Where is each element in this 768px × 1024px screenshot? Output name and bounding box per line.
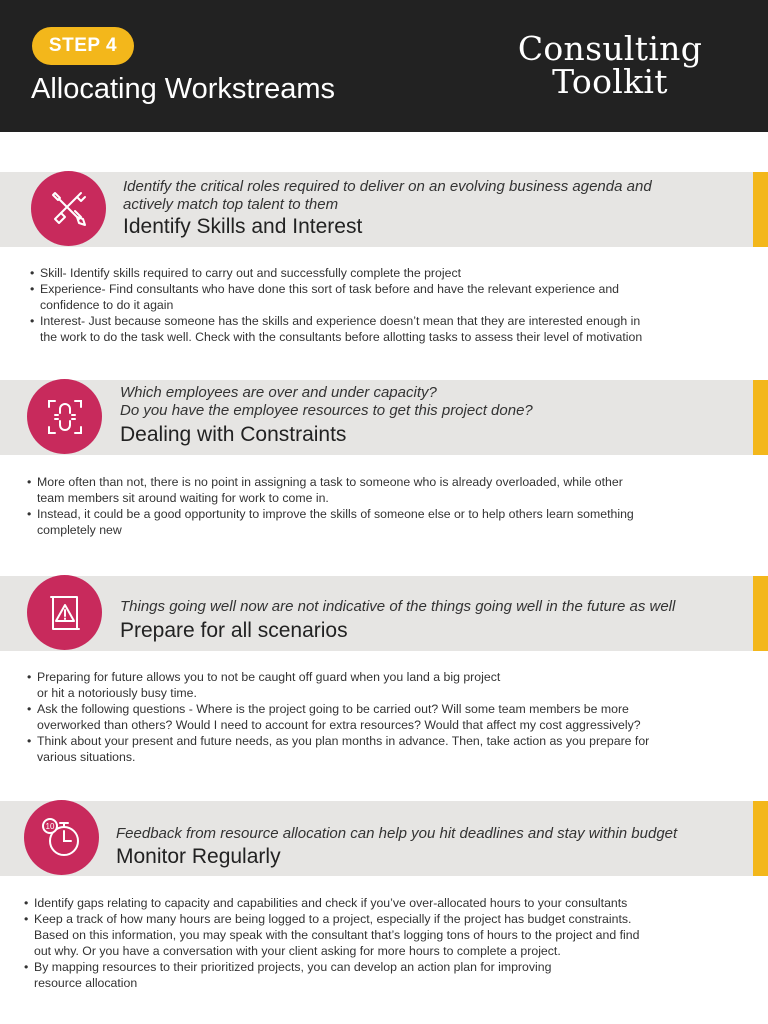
subtitle-line: Do you have the employee resources to get this project done? — [120, 402, 533, 419]
list-item — [24, 895, 754, 911]
bullet-line: overworked than others? Would I need to account for extra resources? Would that affect my cost aggressively? — [37, 718, 641, 732]
list-item — [27, 474, 747, 506]
header-bar — [0, 0, 768, 132]
logo-line-1: Consulting — [517, 29, 703, 68]
bullet-line: • Preparing for future allows you to not be caught off guard when you land a big project — [37, 670, 501, 684]
bullet-line: out why. Or you have a conversation with your client asking for more hours to complete a project. — [34, 944, 561, 958]
stopwatch-number: 10 — [45, 821, 54, 831]
consulting-toolkit-logo — [510, 29, 710, 101]
section-subtitle — [123, 178, 652, 214]
step-badge: STEP 4 — [32, 27, 134, 65]
bullet-line: • Keep a track of how many hours are being logged to a project, especially if the project has budget constraints. — [34, 912, 632, 926]
section-band-scenarios — [0, 576, 768, 651]
section-subtitle — [120, 384, 533, 420]
subtitle-line: Feedback from resource allocation can help you hit deadlines and stay within budget — [116, 825, 678, 842]
bullet-line: confidence to do it again — [40, 298, 174, 312]
bullet-line: • More often than not, there is no point in assigning a task to someone who is already overloaded, while other — [37, 475, 623, 489]
section-heading: Prepare for all scenarios — [120, 619, 348, 642]
logo-line-2: Toolkit — [552, 62, 668, 101]
list-item — [30, 281, 750, 313]
section-subtitle — [120, 598, 675, 616]
bullet-line: the work to do the task well. Check with the consultants before allotting tasks to assess their level of motivation — [40, 330, 643, 344]
section-band-skills — [0, 172, 768, 247]
bullet-line: completely new — [37, 523, 122, 537]
section-band-monitor — [0, 801, 768, 876]
page-title: Allocating Workstreams — [31, 73, 336, 105]
accent-bar — [753, 576, 768, 651]
bullet-line: Based on this information, you may speak with the consultant that’s logging tons of hours to the project and find — [34, 928, 640, 942]
bullet-line: • Skill- Identify skills required to carry out and successfully complete the project — [40, 266, 462, 280]
bullet-line: • Identify gaps relating to capacity and capabilities and check if you’ve over-allocated hours to your consultants — [34, 896, 628, 910]
accent-bar — [753, 172, 768, 247]
accent-bar — [753, 380, 768, 455]
bullet-line: or hit a notoriously busy time. — [37, 686, 197, 700]
list-item — [27, 669, 752, 701]
list-item — [24, 911, 754, 959]
bullet-list-scenarios — [27, 669, 752, 765]
warning-scroll-icon — [27, 575, 102, 650]
stopwatch-icon — [24, 800, 99, 875]
bullet-line: • Instead, it could be a good opportunity to improve the skills of someone else or to help others learn something — [37, 507, 634, 521]
list-item — [30, 265, 750, 281]
section-heading: Dealing with Constraints — [120, 423, 347, 446]
section-subtitle — [116, 825, 677, 843]
bullet-list-skills — [30, 265, 750, 345]
section-heading: Monitor Regularly — [116, 845, 281, 868]
list-item — [24, 959, 754, 991]
subtitle-line: Which employees are over and under capacity? — [120, 384, 437, 401]
bullet-line: • Experience- Find consultants who have done this sort of task before and have the relevant experience and — [40, 282, 619, 296]
tools-icon — [31, 171, 106, 246]
bullet-line: • Think about your present and future needs, as you plan months in advance. Then, take action as you prepare for — [37, 734, 650, 748]
bullet-list-constraints — [27, 474, 747, 538]
bullet-line: resource allocation — [34, 976, 138, 990]
subtitle-line: Things going well now are not indicative of the things going well in the future as well — [120, 598, 676, 615]
list-item — [27, 701, 752, 733]
bullet-line: • Interest- Just because someone has the skills and experience doesn’t mean that they are interested enough in — [40, 314, 641, 328]
list-item — [27, 506, 747, 538]
bullet-line: various situations. — [37, 750, 136, 764]
bullet-line: • By mapping resources to their prioritized projects, you can develop an action plan for improving — [34, 960, 552, 974]
section-band-constraints — [0, 380, 768, 455]
bullet-list-monitor — [24, 895, 754, 991]
bullet-line: team members sit around waiting for work to come in. — [37, 491, 329, 505]
list-item — [30, 313, 750, 345]
subtitle-line: Identify the critical roles required to deliver on an evolving business agenda and — [123, 178, 652, 195]
chain-link-icon — [27, 379, 102, 454]
bullet-line: • Ask the following questions - Where is the project going to be carried out? Will some team members be more — [37, 702, 629, 716]
accent-bar — [753, 801, 768, 876]
section-heading: Identify Skills and Interest — [123, 215, 363, 238]
subtitle-line: actively match top talent to them — [123, 196, 339, 213]
list-item — [27, 733, 752, 765]
